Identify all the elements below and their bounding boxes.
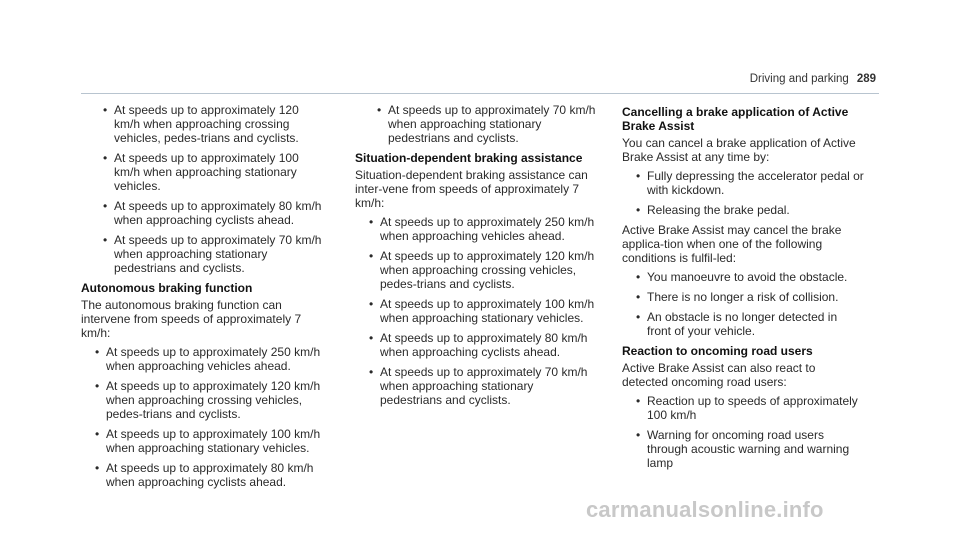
list-item: • Reaction up to speeds of approximately 100 km/h xyxy=(622,394,864,422)
list-item: • At speeds up to approximately 70 km/h when approaching stationary pedestrians and cyclists. xyxy=(355,365,597,407)
list-item: • At speeds up to approximately 80 km/h when approaching cyclists ahead. xyxy=(81,199,323,227)
bullet-list xyxy=(81,103,323,275)
paragraph: Situation-dependent braking assistance can inter-vene from speeds of approximately 7 km/h: xyxy=(355,168,588,210)
list-item: • There is no longer a risk of collision. xyxy=(622,290,864,304)
bullet-list xyxy=(81,345,323,489)
list-item: • At speeds up to approximately 120 km/h when approaching crossing vehicles, pedes-trians and cyclists. xyxy=(81,379,323,421)
bullet-list xyxy=(355,103,597,145)
list-item: • At speeds up to approximately 100 km/h when approaching stationary vehicles. xyxy=(355,297,597,325)
list-item: • You manoeuvre to avoid the obstacle. xyxy=(622,270,864,284)
column-3 xyxy=(622,103,864,476)
paragraph: Active Brake Assist can also react to detected oncoming road users: xyxy=(622,361,816,389)
section-heading: Reaction to oncoming road users xyxy=(622,344,813,358)
bullet-list xyxy=(622,394,864,470)
list-item: • At speeds up to approximately 100 km/h when approaching stationary vehicles. xyxy=(81,427,323,455)
list-item: • At speeds up to approximately 80 km/h when approaching cyclists ahead. xyxy=(355,331,597,359)
bullet-list xyxy=(622,270,864,338)
list-item: • Fully depressing the accelerator pedal or with kickdown. xyxy=(622,169,864,197)
list-item: • At speeds up to approximately 250 km/h when approaching vehicles ahead. xyxy=(355,215,597,243)
list-item: • At speeds up to approximately 70 km/h when approaching stationary pedestrians and cyclists. xyxy=(81,233,323,275)
page-number: 289 xyxy=(856,73,876,85)
section-title: Driving and parking xyxy=(749,73,849,85)
bullet-list xyxy=(622,169,864,217)
list-item: • An obstacle is no longer detected in front of your vehicle. xyxy=(622,310,864,338)
list-item: • At speeds up to approximately 100 km/h when approaching stationary vehicles. xyxy=(81,151,323,193)
section-heading: Cancelling a brake application of Active Brake Assist xyxy=(622,105,849,133)
watermark[interactable]: carmanualsonline.info xyxy=(586,497,824,522)
list-item: • At speeds up to approximately 120 km/h when approaching crossing vehicles, pedes-trians and cyclists. xyxy=(81,103,323,145)
paragraph: The autonomous braking function can intervene from speeds of approximately 7 km/h: xyxy=(81,298,302,340)
list-item: • At speeds up to approximately 80 km/h when approaching cyclists ahead. xyxy=(81,461,323,489)
column-2 xyxy=(355,103,597,413)
paragraph: Active Brake Assist may cancel the brake applica-tion when one of the following conditions is fulfil-led: xyxy=(622,223,842,265)
section-heading: Autonomous braking function xyxy=(81,281,253,295)
paragraph: You can cancel a brake application of Active Brake Assist at any time by: xyxy=(622,136,856,164)
list-item: • At speeds up to approximately 120 km/h when approaching crossing vehicles, pedes-trians and cyclists. xyxy=(355,249,597,291)
section-heading: Situation-dependent braking assistance xyxy=(355,151,583,165)
list-item: • Warning for oncoming road users through acoustic warning and warning lamp xyxy=(622,428,864,470)
list-item: • At speeds up to approximately 70 km/h when approaching stationary pedestrians and cyclists. xyxy=(355,103,597,145)
list-item: • Releasing the brake pedal. xyxy=(622,203,864,217)
bullet-list xyxy=(355,215,597,407)
column-1 xyxy=(81,103,323,495)
header-rule xyxy=(81,93,879,94)
page-header xyxy=(750,72,876,86)
list-item: • At speeds up to approximately 250 km/h when approaching vehicles ahead. xyxy=(81,345,323,373)
